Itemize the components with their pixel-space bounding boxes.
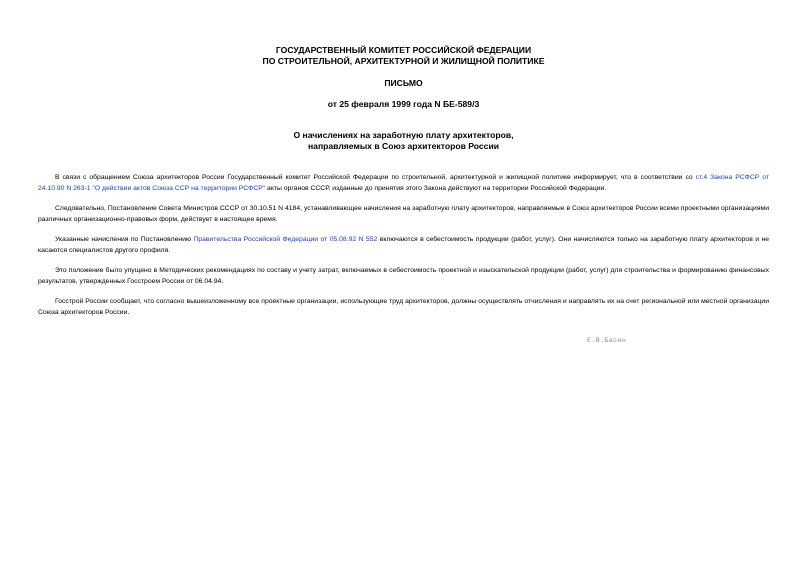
- paragraph-4: Это положение было упущено в Методических рекомендациях по составу и учету затрат, включаемых в себестоимость проектной и изыскательской продукции (работ, услуг) для строительства и формированию финансовых результатов, утвержденных Госстроем России от 06.04.94.: [38, 267, 769, 285]
- paragraph-1-text-after: акты органов СССР, изданные до принятия этого Закона действуют на территории Российской Федерации.: [265, 185, 607, 192]
- paragraph-5: Госстрой России сообщает, что согласно вышеизложенному все проектные организации, использующие труд архитекторов, должны осуществлять отчисления и направлять их на счет региональной или местной организации Союза архитекторов России.: [38, 298, 769, 316]
- paragraph-1-text-before: В связи с обращением Союза архитекторов России Государственный комитет Российской Федерации по строительной, архитектурной и жилищной политике информирует, что в соответствии со: [55, 174, 696, 181]
- paragraph-1: [38, 172, 769, 194]
- committee-name-line2: ПО СТРОИТЕЛЬНОЙ, АРХИТЕКТУРНОЙ И ЖИЛИЩНОЙ ПОЛИТИКЕ: [262, 56, 545, 66]
- law-article-link[interactable]: ст.4 Закона РСФСР от 24.10.90 N 263-1 "О действии актов Союза ССР на территории РСФСР": [38, 174, 769, 192]
- paragraph-3-text-after: включаются в себестоимость продукции (работ, услуг). Они начисляются только на заработную плату архитекторов и не касаются специалистов другого профиля.: [38, 236, 769, 254]
- paragraph-3-text-before: Указанные начисления по Постановлению: [55, 236, 194, 243]
- document-type: ПИСЬМО: [384, 78, 423, 88]
- signature: Е.В.Басин: [587, 337, 627, 344]
- paragraph-3: [38, 234, 769, 256]
- document-date-number: от 25 февраля 1999 года N БЕ-589/3: [327, 99, 480, 109]
- government-resolution-link[interactable]: Правительства Российской Федерации от 05.08.92 N 552: [193, 236, 378, 243]
- paragraph-2: Следовательно, Постановление Совета Министров СССР от 30.10.51 N 4184, устанавливающее начисления на заработную плату архитекторов, направляемые в Союз архитекторов России всеми проектными организациями различных организационно-правовых форм, действует в настоящее время.: [38, 205, 769, 223]
- document-title-line2: направляемых в Союз архитекторов России: [307, 141, 500, 151]
- document-title-line1: О начислениях на заработную плату архитекторов,: [293, 130, 514, 140]
- committee-name-line1: ГОСУДАРСТВЕННЫЙ КОМИТЕТ РОССИЙСКОЙ ФЕДЕРАЦИИ: [275, 45, 532, 55]
